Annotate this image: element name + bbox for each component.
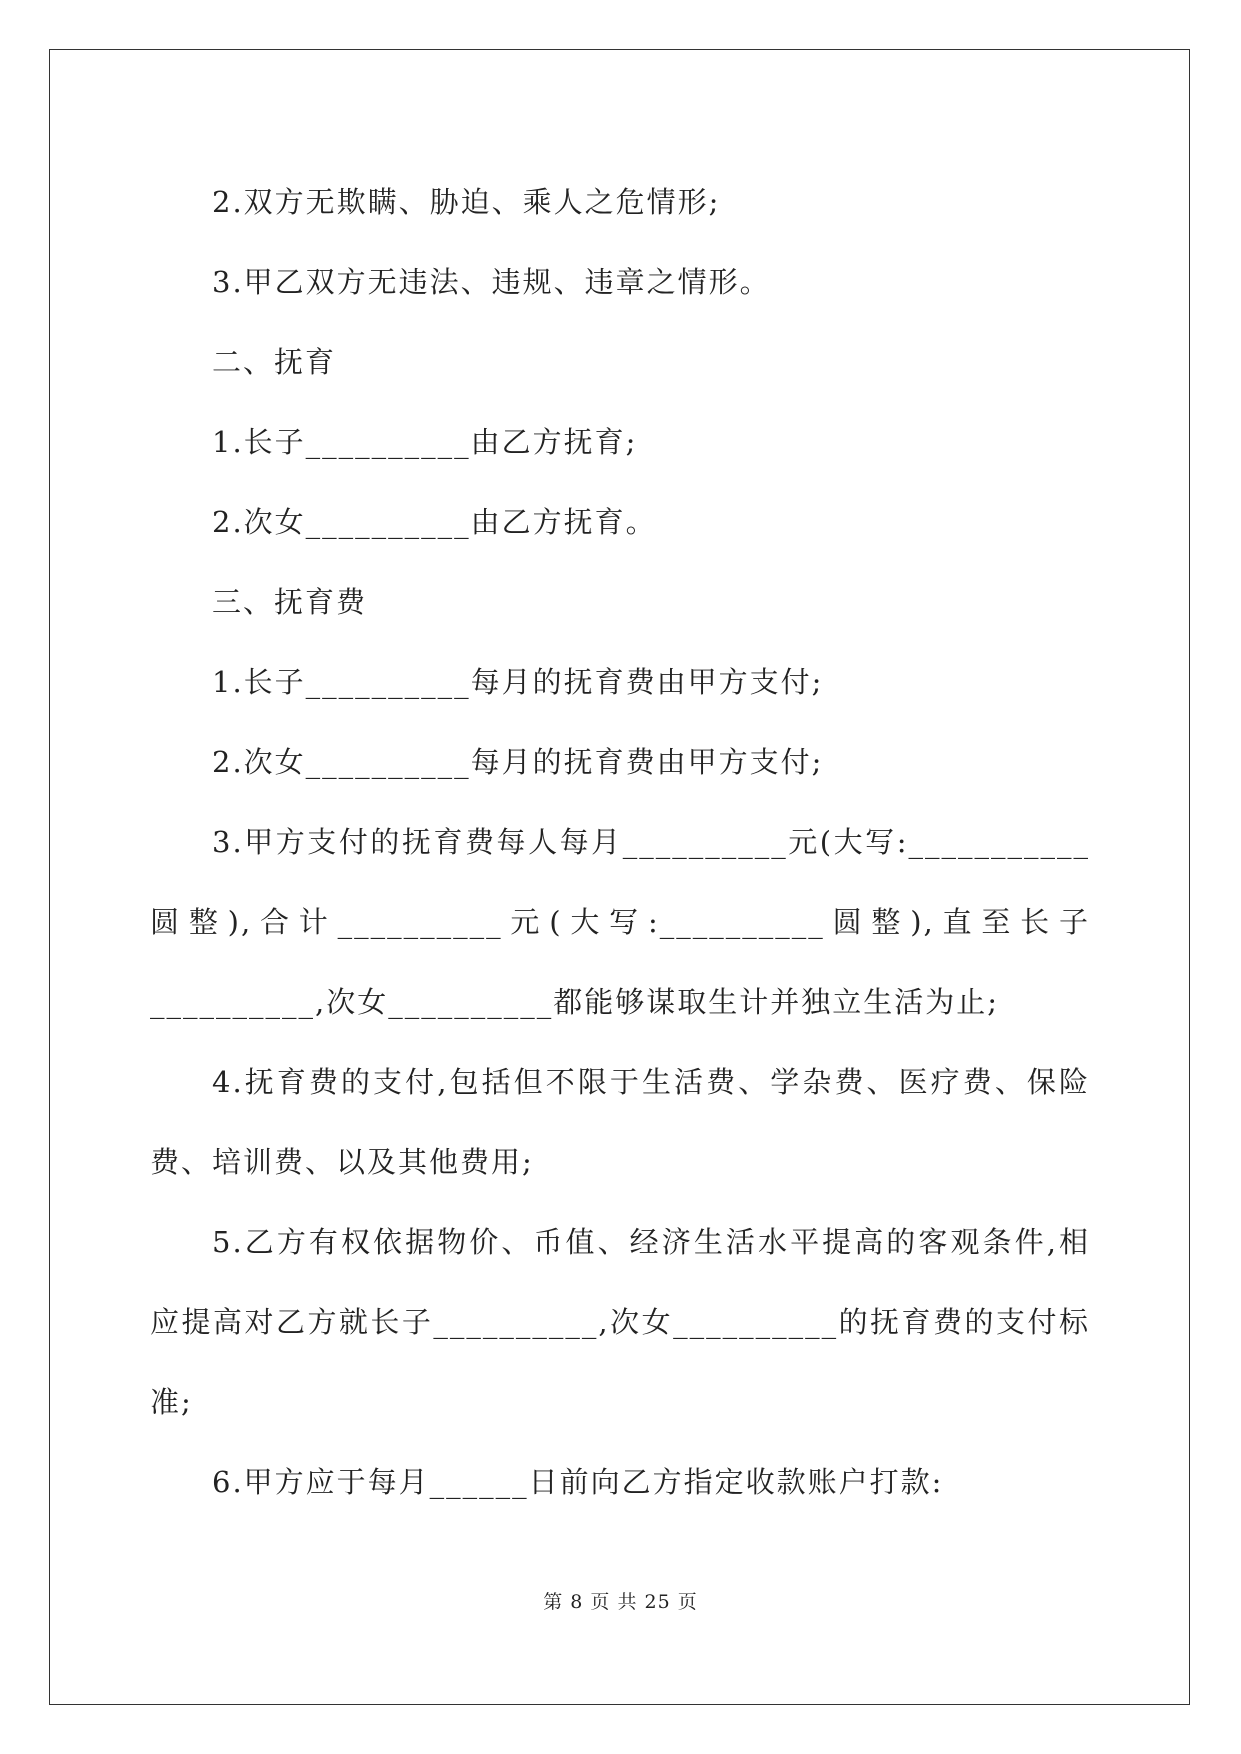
document-body [150,162,1090,1522]
paragraph-line: 6.甲方应于每月______日前向乙方指定收款账户打款: [212,1465,944,1499]
paragraph-line: 3.甲乙双方无违法、违规、违章之情形。 [212,265,771,299]
paragraph-line: 准; [150,1385,193,1419]
paragraph-line: 1.长子__________每月的抚育费由甲方支付; [212,665,824,699]
paragraph-line: __________,次女__________都能够谋取生计并独立生活为止; [150,985,999,1019]
paragraph-line: 3.甲方支付的抚育费每人每月__________元(大写:___________ [212,825,1090,859]
paragraph-line: 2.次女__________每月的抚育费由甲方支付; [212,745,824,779]
paragraph-line: 费、培训费、以及其他费用; [150,1145,534,1179]
paragraph-line: 5.乙方有权依据物价、币值、经济生活水平提高的客观条件,相 [212,1225,1090,1259]
paragraph-line: 圆整),合计__________元(大写:__________圆整),直至长子 [150,905,1090,939]
paragraph-line: 2.双方无欺瞒、胁迫、乘人之危情形; [212,185,721,219]
paragraph-line: 1.长子__________由乙方抚育; [212,425,638,459]
paragraph-line: 4.抚育费的支付,包括但不限于生活费、学杂费、医疗费、保险 [212,1065,1090,1099]
section-heading: 三、抚育费 [212,585,368,619]
page-number: 第 8 页 共 25 页 [543,1591,698,1613]
section-heading: 二、抚育 [212,345,337,379]
paragraph-line: 2.次女__________由乙方抚育。 [212,505,657,539]
paragraph-line: 应提高对乙方就长子__________,次女__________的抚育费的支付标 [150,1305,1090,1339]
